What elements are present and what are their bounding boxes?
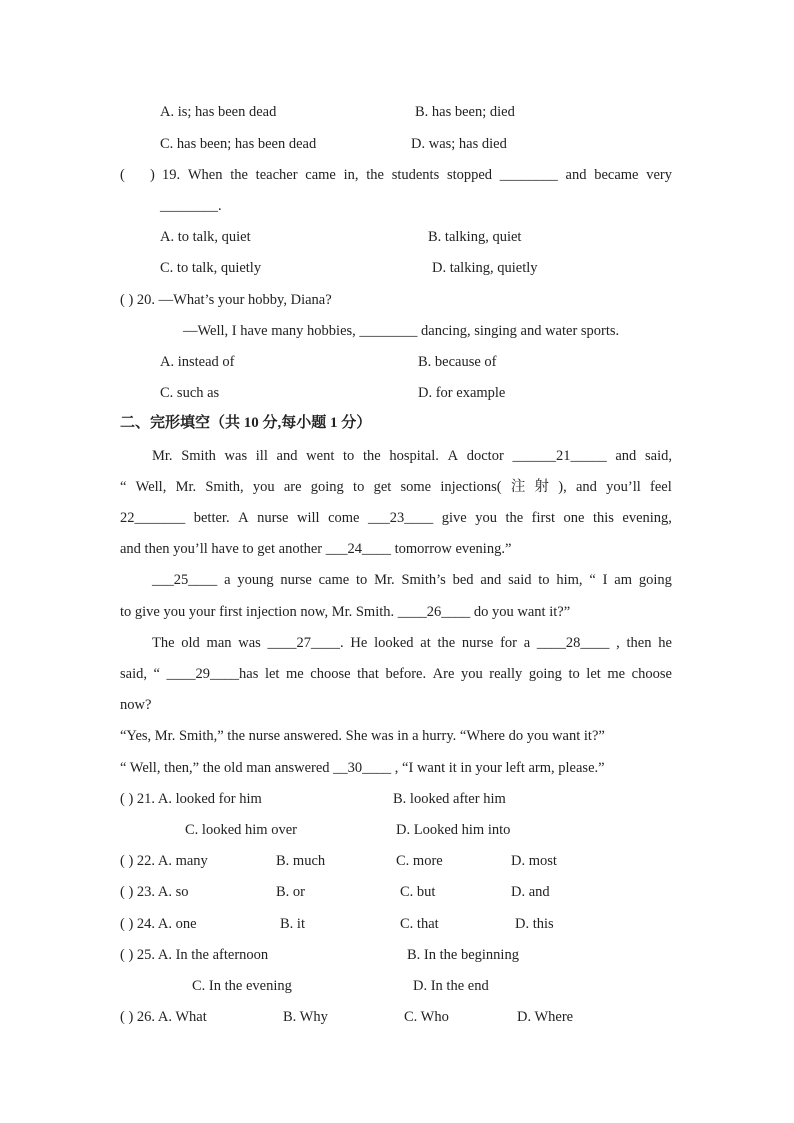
q25-option-c: C. In the evening xyxy=(192,978,292,994)
word: to xyxy=(568,666,580,682)
passage-line: to give you your first injection now, Mr. Smith. ____26____ do you want it?” xyxy=(120,604,571,620)
section-heading: 二、完形填空（共 10 分,每小题 1 分） xyxy=(120,415,372,431)
word: and xyxy=(575,479,597,495)
q19-answer-paren-open: ( xyxy=(120,167,125,183)
word: old xyxy=(181,635,200,651)
word: Smith xyxy=(181,448,216,464)
word: this xyxy=(592,510,614,526)
q20-reply: —Well, I have many hobbies, ________ dancing, singing and water sports. xyxy=(183,323,620,339)
passage-line: now? xyxy=(120,697,152,713)
word: looked xyxy=(374,635,414,651)
word: ___23____ xyxy=(367,510,434,526)
word: and xyxy=(276,448,298,464)
word: feel xyxy=(650,479,672,495)
word: to xyxy=(538,572,550,588)
word: ____29____has xyxy=(166,666,259,682)
q18-option-c: C. has been; has been dead xyxy=(160,136,317,152)
word: then xyxy=(626,635,652,651)
q20-stem: ( ) 20. —What’s your hobby, Diana? xyxy=(120,292,332,308)
word: 22_______ xyxy=(120,510,186,526)
q23-option-c: C. but xyxy=(400,884,436,900)
word: Mr. xyxy=(152,448,173,464)
q19-option-d: D. talking, quietly xyxy=(432,260,538,276)
word: better. xyxy=(193,510,230,526)
q20-option-a: A. instead of xyxy=(160,354,235,370)
word: was xyxy=(238,635,261,651)
q23-option-d: D. and xyxy=(511,884,550,900)
word: ____27____. xyxy=(267,635,344,651)
passage-line: and then you’ll have to get another ___24____ tomorrow evening.” xyxy=(120,541,512,557)
word: nurse xyxy=(280,572,312,588)
word: ________ xyxy=(499,167,558,183)
q22-option-b: B. much xyxy=(276,853,326,869)
word: the xyxy=(230,167,248,183)
q21-stem: ( ) 21. A. looked for him xyxy=(120,791,262,807)
word: The xyxy=(152,635,175,651)
word: get xyxy=(373,479,392,495)
q19-stem xyxy=(162,166,672,184)
word: Mr. xyxy=(374,572,395,588)
word: you xyxy=(475,510,497,526)
q23-option-b: B. or xyxy=(276,884,305,900)
word: some xyxy=(400,479,432,495)
word: stopped xyxy=(446,167,493,183)
q23-stem: ( ) 23. A. so xyxy=(120,884,189,900)
passage-line: “ Well, then,” the old man answered __30____ , “I want it in your left arm, please.” xyxy=(120,760,605,776)
passage-line: “Yes, Mr. Smith,” the nurse answered. She was in a hurry. “Where do you want it?” xyxy=(120,728,605,744)
word: am xyxy=(614,572,632,588)
word: the xyxy=(366,167,384,183)
word: at xyxy=(420,635,431,651)
word: will xyxy=(297,510,320,526)
q26-stem: ( ) 26. A. What xyxy=(120,1009,207,1025)
word: one xyxy=(563,510,585,526)
word: Smith, xyxy=(205,479,244,495)
passage-line xyxy=(120,478,672,496)
q26-option-c: C. Who xyxy=(404,1009,449,1025)
word: going xyxy=(528,666,562,682)
q26-option-d: D. Where xyxy=(517,1009,574,1025)
word: for xyxy=(500,635,517,651)
word: ___25____ xyxy=(152,572,218,588)
q22-stem: ( ) 22. A. many xyxy=(120,853,208,869)
word: teacher xyxy=(255,167,298,183)
word: Are xyxy=(432,666,455,682)
word: a xyxy=(224,572,231,588)
word: and xyxy=(615,448,637,464)
word: that xyxy=(357,666,379,682)
q24-stem: ( ) 24. A. one xyxy=(120,916,197,932)
q18-option-b: B. has been; died xyxy=(415,104,515,120)
q24-option-c: C. that xyxy=(400,916,439,932)
q24-option-b: B. it xyxy=(280,916,305,932)
word: ______21_____ xyxy=(512,448,607,464)
word: to xyxy=(343,448,355,464)
q19-option-b: B. talking, quiet xyxy=(428,229,522,245)
word: Well, xyxy=(135,479,167,495)
q19-stem-cont: ________. xyxy=(160,198,222,214)
word: me xyxy=(286,666,304,682)
word: “ xyxy=(589,572,596,588)
word: became xyxy=(594,167,639,183)
q25-stem: ( ) 25. A. In the afternoon xyxy=(120,947,269,963)
word: you xyxy=(252,479,275,495)
word: said xyxy=(508,572,532,588)
word: give xyxy=(441,510,467,526)
word: nurse xyxy=(257,510,289,526)
word: he xyxy=(658,635,672,651)
word: to xyxy=(356,572,368,588)
word: came xyxy=(318,572,350,588)
word: let xyxy=(586,666,601,682)
q24-option-d: D. this xyxy=(515,916,554,932)
word: doctor xyxy=(466,448,504,464)
word: man xyxy=(206,635,232,651)
word: When xyxy=(187,167,223,183)
passage-line xyxy=(152,634,672,652)
q19-answer-paren-close: ) xyxy=(150,167,155,183)
word: He xyxy=(350,635,368,651)
word: I xyxy=(602,572,608,588)
word: A xyxy=(447,448,459,464)
q18-option-a: A. is; has been dead xyxy=(160,104,277,120)
word: you xyxy=(460,666,483,682)
word: ), xyxy=(558,479,567,495)
word: a xyxy=(523,635,531,651)
word: and xyxy=(565,167,587,183)
passage-line xyxy=(120,665,672,683)
word: really xyxy=(489,666,523,682)
word: said, xyxy=(120,666,147,682)
word: me xyxy=(607,666,626,682)
word: the xyxy=(362,448,381,464)
word: said, xyxy=(644,448,672,464)
word: “ xyxy=(120,479,127,495)
word: injections( xyxy=(440,479,502,495)
passage-line xyxy=(152,571,672,589)
q20-option-d: D. for example xyxy=(418,385,506,401)
q21-option-b: B. looked after him xyxy=(393,791,506,807)
word: first xyxy=(531,510,556,526)
word: A xyxy=(238,510,249,526)
word: 注 xyxy=(510,479,526,495)
word: going xyxy=(310,479,344,495)
word: came xyxy=(305,167,336,183)
word: choose xyxy=(310,666,351,682)
q22-option-d: D. most xyxy=(511,853,557,869)
word: “ xyxy=(153,666,160,682)
word: went xyxy=(306,448,335,464)
word: the xyxy=(505,510,524,526)
word: students xyxy=(391,167,440,183)
q20-option-b: B. because of xyxy=(418,354,497,370)
word: nurse xyxy=(461,635,494,651)
word: 射 xyxy=(534,479,550,495)
word: Smith’s xyxy=(401,572,446,588)
word: ill xyxy=(255,448,268,464)
word: the xyxy=(437,635,456,651)
q18-option-d: D. was; has died xyxy=(411,136,507,152)
word: was xyxy=(224,448,248,464)
q22-option-c: C. more xyxy=(396,853,443,869)
q25-option-d: D. In the end xyxy=(413,978,489,994)
q20-option-c: C. such as xyxy=(160,385,220,401)
word: going xyxy=(638,572,672,588)
word: you’ll xyxy=(606,479,641,495)
word: , xyxy=(616,635,620,651)
word: Mr. xyxy=(175,479,197,495)
word: him, xyxy=(556,572,583,588)
word: and xyxy=(480,572,502,588)
word: hospital. xyxy=(389,448,439,464)
word: before. xyxy=(385,666,427,682)
q19-option-a: A. to talk, quiet xyxy=(160,229,251,245)
word: choose xyxy=(631,666,672,682)
passage-line xyxy=(152,447,672,465)
word: very xyxy=(646,167,672,183)
passage-line xyxy=(120,509,672,527)
word: evening, xyxy=(622,510,672,526)
q19-option-c: C. to talk, quietly xyxy=(160,260,262,276)
word: 19. xyxy=(162,167,181,183)
word: let xyxy=(264,666,280,682)
q21-option-c: C. looked him over xyxy=(185,822,297,838)
word: to xyxy=(353,479,365,495)
word: come xyxy=(328,510,360,526)
word: young xyxy=(237,572,274,588)
word: ____28____ xyxy=(536,635,610,651)
word: bed xyxy=(452,572,474,588)
word: are xyxy=(283,479,302,495)
word: in, xyxy=(343,167,359,183)
q25-option-b: B. In the beginning xyxy=(407,947,519,963)
q26-option-b: B. Why xyxy=(283,1009,328,1025)
q21-option-d: D. Looked him into xyxy=(396,822,511,838)
